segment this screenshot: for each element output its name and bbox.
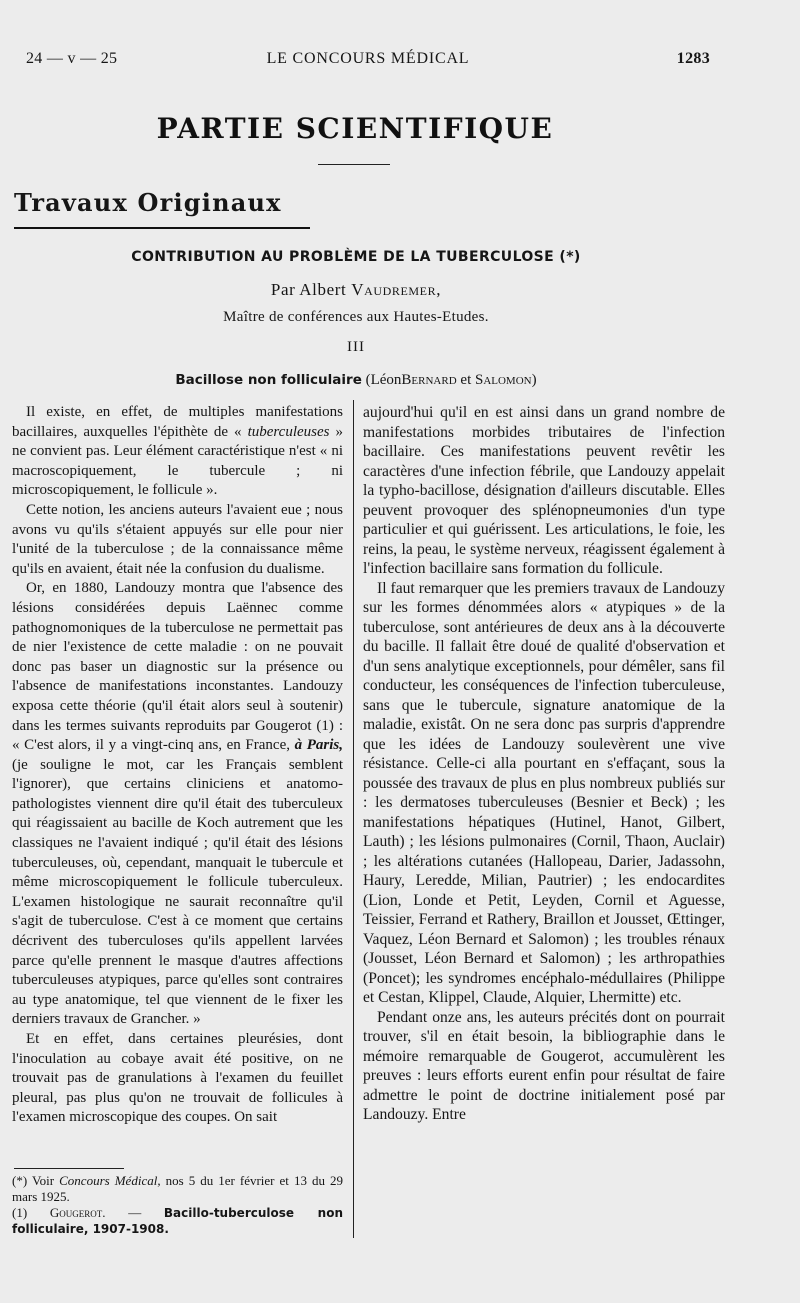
rubric-heading: Travaux Originaux	[14, 188, 282, 217]
paragraph: Cette notion, les anciens auteurs l'avaient eue ; nous avons vu qu'ils s'étaient appuyés sur elle pour nier l'unité de la tuberculose ; de la connaissance même qu'ils en avaient, était née la confusion du dualisme.	[12, 501, 343, 577]
footnotes	[12, 1173, 343, 1237]
running-head	[26, 50, 710, 76]
footnote: (*) Voir Concours Médical, nos 5 du 1er février et 13 du 29 mars 1925.	[12, 1173, 344, 1204]
column-rule	[353, 400, 354, 1238]
subtitle-bold: Bacillose non folliculaire	[175, 372, 362, 388]
right-column	[363, 403, 725, 1125]
paragraph: Pendant onze ans, les auteurs précités dont on pourrait trouver, s'il en était besoin, la bibliographie dans le mémoire remarquable de Gougerot, accumulèrent les preuves : leurs efforts eurent enfin pour résultat de faire admettre le point de doctrine initialement posé par Landouzy. Entre	[363, 1008, 725, 1123]
left-column	[12, 403, 343, 1128]
article-title: CONTRIBUTION AU PROBLÈME DE LA TUBERCULOSE (*)	[131, 249, 581, 265]
subtitle-author-bernard: Bernard	[401, 372, 457, 388]
paragraph: Il existe, en effet, de multiples manifestations bacillaires, auxquelles l'épithète de « tuberculeuses » ne convient pas. Leur élément caractéristique n'est « ni macroscopiquement, le tubercule ; ni microscopiquement, le follicule ».	[12, 404, 343, 499]
part-number: III	[347, 339, 365, 355]
section-title: PARTIE SCIENTIFIQUE	[156, 112, 554, 145]
rubric-underline	[14, 227, 310, 229]
byline-prefix: Par Albert	[270, 280, 347, 299]
footnote: (1) Gougerot. — Bacillo-tuberculose non folliculaire, 1907-1908.	[12, 1205, 343, 1236]
page-number: 1283	[676, 50, 710, 67]
author-affiliation: Maître de conférences aux Hautes-Etudes.	[223, 309, 489, 325]
subtitle-author-salomon: Salomon	[474, 372, 532, 388]
byline	[0, 280, 712, 300]
author-name: Vaudremer,	[351, 280, 442, 299]
paragraph: Il faut remarquer que les premiers travaux de Landouzy sur les formes dénommées alors « atypiques » de la tuberculose, sont antérieures de deux ans à la découverte du bacille. Il fallait être doué de qualité d'observation et d'un sens analytique exceptionnels, pour démêler, sans fil conducteur, les conséquences de l'infection tuberculeuse, sans que le tubercule, signature anatomique de la maladie, existât. On ne sera donc pas surpris d'apprendre que les idées de Landouzy soulevèrent une vive résistance. Celle-ci alla pourtant en s'effaçant, sous la poussée des travaux de plus en plus nombreux publiés sur : les dermatoses tuberculeuses (Besnier et Beck) ; les manifestations hépatiques (Hutinel, Hanot, Gilbert, Lauth) ; les lésions pulmonaires (Cornil, Thaon, Auclair) ; les altérations cutanées (Hallopeau, Darier, Jadassohn, Haury, Leredde, Milian, Pautrier) ; les endocardites (Lion, Londe et Petit, Leyden, Cornil et Aguesse, Teissier, Ferrand et Rathery, Braillon et Jousset, Œttinger, Vaquez, Léon Bernard et Salomon) ; les troubles rénaux (Jousset, Léon Bernard et Salomon) ; les arthropathies (Poncet); les syndromes encéphalo-médullaires (Philippe et Cestan, Klippel, Claude, Alquier, Lhermitte) etc.	[363, 579, 725, 1006]
paragraph: aujourd'hui qu'il en est ainsi dans un grand nombre de manifestations morbides tributaires de l'infection bacillaire. Ces manifestations peuvent revêtir les caractères d'une infection fébrile, que Landouzy appelait la typho-bacillose, désignation d'ailleurs discutable. Elles peuvent provoquer des splénopneumonies d'un type particulier et qui guérissent. Les articulations, le foie, les reins, la peau, le système nerveux, réagissent également à l'infection bacillaire sans formation du follicule.	[363, 404, 725, 577]
journal-title: LE CONCOURS MÉDICAL	[266, 50, 470, 67]
footnote-rule	[14, 1168, 124, 1169]
section-divider	[318, 164, 390, 165]
paragraph: Or, en 1880, Landouzy montra que l'absence des lésions considérées depuis Laënnec comme pathognomoniques de la tuberculose ne permettait pas de nier l'existence de cette maladie : on ne pouvait donc pas baser un diagnostic sur la présence ou l'absence de manifestations inconstantes. Landouzy exposa cette théorie (qu'il était alors seul à soutenir) dans les termes suivants reproduits par Gougerot (1) : « C'est alors, il y a vingt-cinq ans, en France, à Paris, (je souligne le mot, car les Français semblent l'ignorer), que certains cliniciens et anatomo-pathologistes viennent dire qu'il était des tuberculeux qui réagissaient au bacille de Koch autrement que les classiques ne l'avaient indiqué ; qu'il était des lésions tuberculeuses, où, cependant, manquait le tubercule et même microscopiquement le follicule tuberculeux. L'examen histologique ne saurait reconnaître qu'il s'agit de tuberculose. C'est à ce moment que certains décrivent des tuberculoses qu'ils appellent larvées parce qu'elle prennent le masque d'autres affections tuberculeuses atypiques, parce qu'elles sont contraires au type anatomique, tel que viennent de le fixer les derniers travaux de Grancher. »	[12, 580, 344, 1028]
issue-date: 24 — v — 25	[26, 50, 118, 67]
paragraph: Et en effet, dans certaines pleurésies, dont l'inoculation au cobaye avait été positive, on ne trouvait pas de granulations à l'examen du feuillet pleural, pas plus qu'on ne trouvait de follicules à l'examen microscopique des coupes. On sait	[12, 1031, 343, 1126]
section-subtitle: Bacillose non folliculaire (LéonBernard et Salomon)	[175, 372, 537, 388]
